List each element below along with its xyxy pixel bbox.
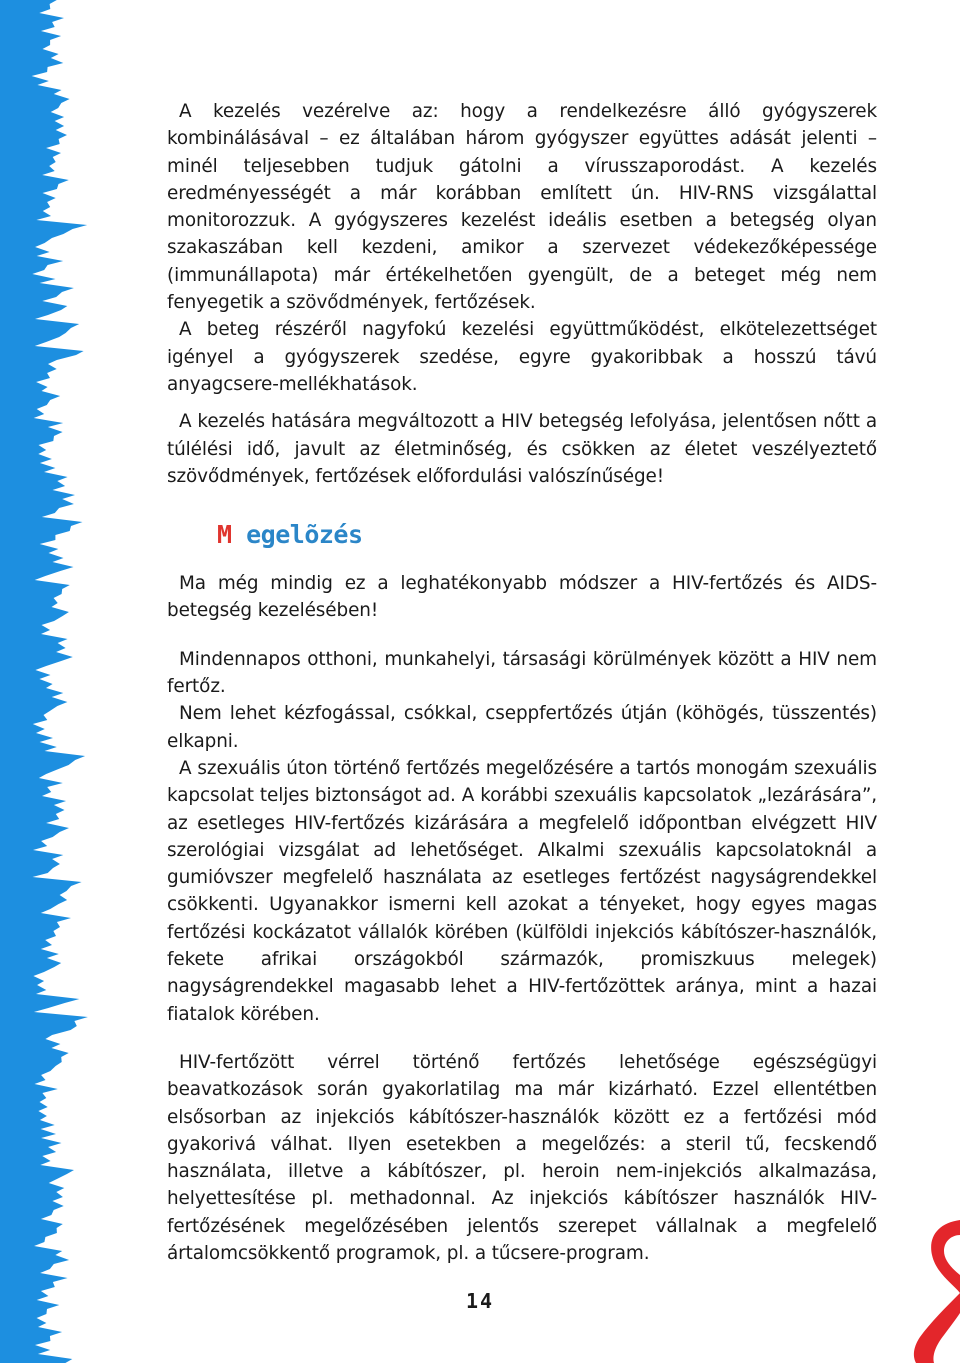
article-body	[167, 98, 877, 1267]
heading-initial: M	[217, 520, 232, 550]
paragraph-treatment-principle: A kezelés vezérelve az: hogy a rendelkezésre álló gyógyszerek kombinálásával – ez általában három gyógyszer együttes adását jelenti – minél teljesebben tudjuk gátolni a vírusszaporodást. A kezelés eredményességét a már korábban említett ún. HIV-RNS vizsgálattal monitorozzuk. A gyógyszeres kezelést ideális esetben a betegség olyan szakaszában kell kezdeni, amikor a szervezet védekezőképessége (immunállapota) már értékelhetően gyengült, de a beteget még nem fenyegetik a szövődmények, fertőzések.	[167, 101, 877, 314]
brush-border-decoration	[0, 0, 100, 1363]
paragraph-sexual-transmission: A szexuális úton történő fertőzés megelőzésére a tartós monogám szexuális kapcsolat teljes biztonságot ad. A korábbi szexuális kapcsolatok „lezárására”, az esetleges HIV-fertőzés kizárására a megfelelő időpontban elvégzett HIV szerológiai vizsgálat ad lehetőséget. Alkalmi szexuális kapcsolatoknál a gumióvszer megfelelő használata az esetleges fertőzést nagyságrendekkel csökkenti. Ugyanakkor ismerni kell azokat a tényeket, hogy egyes magas fertőzési kockázatot vállalók körében (külföldi injekciós kábítószer-használók, fekete afrikai országokból származók, promiszkuus melegek) nagyságrendekkel magasabb lehet a HIV-fertőzöttek aránya, mint a hazai fiatalok körében.	[167, 757, 877, 1025]
paragraph-treatment-effect: A kezelés hatására megváltozott a HIV betegség lefolyása, jelentősen nőtt a túlélési idő, javult az életminőség, és csökken az életet veszélyeztető szövődmények, fertőzések előfordulási valószínűsége!	[167, 411, 877, 487]
section-heading-prevention	[217, 520, 877, 550]
paragraph-no-casual-transmission: Nem lehet kézfogással, csókkal, cseppfertőzés útján (köhögés, tüsszentés) elkapni.	[167, 703, 877, 752]
heading-rest: egelõzés	[246, 520, 363, 550]
paragraph-blood-transmission: HIV-fertőzött vérrel történő fertőzés lehetősége egészségügyi beavatkozások során gyakorlatilag ma már kizárható. Ezzel ellentétben elsősorban az injekciós kábítószer-használók között ez a fertőzési mód gyakorivá válhat. Ilyen esetekben a megelőzés: a steril tű, fecskendő használata, illetve a kábítószer, pl. heroin nem-injekciós alkalmazása, helyettesítése pl. methadonnal. Az injekciós kábítószer használók HIV-fertőzésének megelőzésében jelentős szerepet vállalnak a megfelelő ártalomcsökkentő programok, pl. a tűcsere-program.	[167, 1051, 877, 1264]
paragraph-prevention-intro: Ma még mindig ez a leghatékonyabb módszer a HIV-fertőzés és AIDS-betegség kezelésében!	[167, 573, 877, 622]
paragraph-adherence: A beteg részéről nagyfokú kezelési együttműködést, elkötelezettséget igényel a gyógyszerek szedése, egyre gyakoribbak a hosszú távú anyagcsere-mellékhatások.	[167, 319, 877, 395]
page-number: 14	[465, 1289, 495, 1313]
paragraph-everyday-contact: Mindennapos otthoni, munkahelyi, társasági körülmények között a HIV nem fertőz.	[167, 648, 877, 698]
aids-ribbon-icon	[900, 1215, 960, 1363]
